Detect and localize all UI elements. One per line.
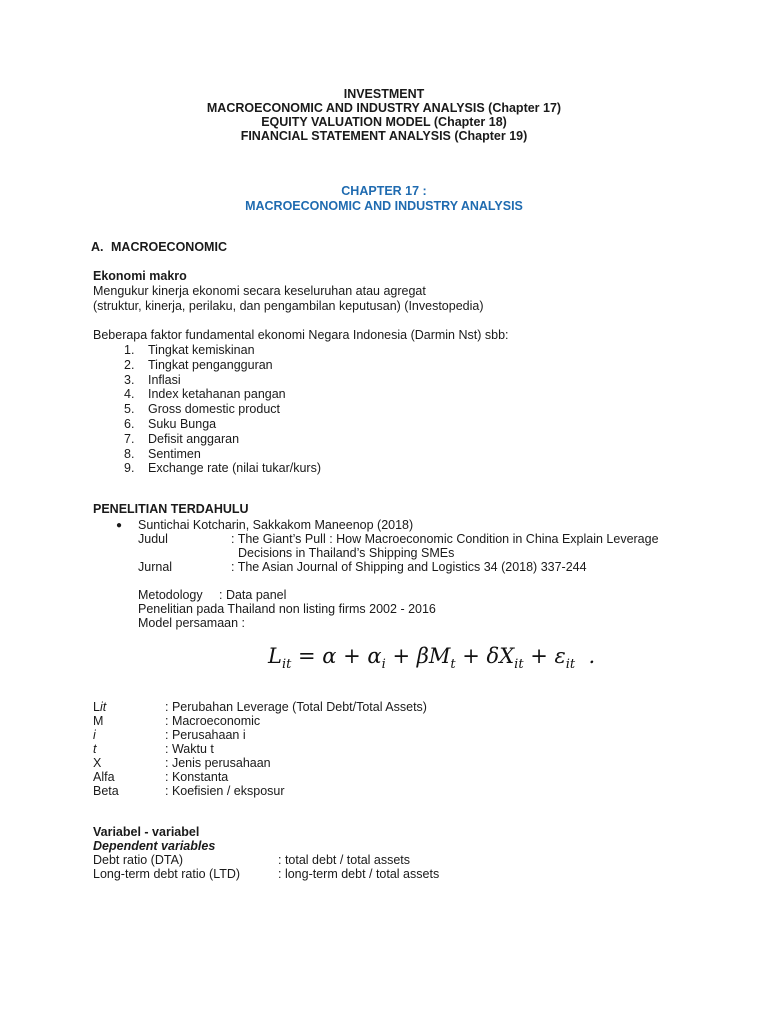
jurnal-value: : The Asian Journal of Shipping and Logistics 34 (2018) 337-244 — [231, 560, 587, 574]
bullet-icon: ● — [116, 520, 123, 531]
judul-value: : The Giant’s Pull : How Macroeconomic Condition in China Explain Leverage — [231, 532, 659, 546]
list-item-number: 9. — [124, 461, 135, 476]
faktor-intro: Beberapa faktor fundamental ekonomi Negara Indonesia (Darmin Nst) sbb: — [93, 328, 509, 342]
list-item-text: Tingkat pengangguran — [148, 357, 273, 372]
definition-row — [93, 784, 285, 798]
list-item-number: 6. — [124, 416, 135, 431]
definition-row — [93, 742, 214, 756]
definition-symbol-italic: t — [93, 742, 97, 756]
ekonomi-heading: Ekonomi makro — [93, 269, 187, 283]
variable-name: Long-term debt ratio (LTD) — [93, 867, 241, 881]
definition-row — [93, 728, 246, 742]
definition-symbol — [93, 770, 165, 784]
definition-meaning: : Jenis perusahaan — [165, 756, 271, 770]
doc-subtitle-2: EQUITY VALUATION MODEL (Chapter 18) — [261, 115, 507, 129]
list-item-text: Sentimen — [148, 446, 201, 461]
definition-symbol-text: Alfa — [93, 770, 115, 784]
definition-symbol-text: Beta — [93, 784, 119, 798]
judul-value-cont: Decisions in Thailand’s Shipping SMEs — [238, 546, 455, 560]
research-authors: Suntichai Kotcharin, Sakkakom Maneenop (2018) — [138, 518, 414, 532]
definition-symbol-italic: i — [93, 728, 96, 742]
list-item-text: Index ketahanan pangan — [148, 387, 286, 402]
definition-symbol-text: M — [93, 714, 104, 728]
list-item — [124, 461, 321, 476]
list-item-text: Suku Bunga — [148, 416, 217, 431]
list-item-text: Inflasi — [148, 372, 181, 387]
list-item-number: 5. — [124, 402, 135, 417]
list-item — [124, 417, 321, 432]
chapter-title: MACROECONOMIC AND INDUSTRY ANALYSIS — [245, 199, 523, 213]
list-item — [124, 432, 321, 447]
list-item-number: 2. — [124, 357, 135, 372]
list-item — [124, 343, 321, 358]
definition-symbol — [93, 728, 165, 742]
definition-meaning: : Perubahan Leverage (Total Debt/Total Assets) — [165, 700, 427, 714]
jurnal-label: Jurnal — [138, 560, 173, 574]
metodologi-label: Metodology — [138, 588, 203, 602]
ekonomi-line-2: (struktur, kinerja, perilaku, dan pengambilan keputusan) (Investopedia) — [93, 299, 484, 313]
list-item-number: 4. — [124, 387, 135, 402]
list-item-text: Gross domestic product — [148, 402, 280, 417]
definition-symbol — [93, 756, 165, 770]
list-item — [124, 358, 321, 373]
definition-symbol — [93, 784, 165, 798]
ekonomi-line-1: Mengukur kinerja ekonomi secara keseluruhan atau agregat — [93, 284, 426, 298]
list-item — [124, 373, 321, 388]
list-item — [124, 447, 321, 462]
list-item-text: Exchange rate (nilai tukar/kurs) — [148, 461, 321, 476]
list-item-text: Defisit anggaran — [148, 431, 240, 446]
list-item-text: Tingkat kemiskinan — [148, 343, 255, 357]
doc-subtitle-1: MACROECONOMIC AND INDUSTRY ANALYSIS (Chapter 17) — [206, 101, 562, 115]
definition-symbol — [93, 700, 165, 714]
definition-meaning: : Konstanta — [165, 770, 229, 784]
definition-meaning: : Waktu t — [165, 742, 214, 756]
definition-meaning: : Perusahaan i — [165, 728, 246, 742]
list-item-number: 3. — [124, 372, 135, 387]
list-item — [124, 402, 321, 417]
definition-row — [93, 770, 228, 784]
regression-equation: $L_{it} = \alpha + \alpha_i + \beta M_t + \delta X_{it} + \varepsilon_{it}$ . — [268, 644, 596, 673]
definition-symbol-text: L — [93, 700, 100, 714]
list-item-number: 1. — [124, 343, 135, 357]
definition-row — [93, 756, 271, 770]
variable-formula: : total debt / total assets — [278, 853, 411, 867]
list-item-number: 8. — [124, 446, 135, 461]
variabel-heading: Variabel - variabel — [93, 825, 200, 839]
doc-subtitle-3: FINANCIAL STATEMENT ANALYSIS (Chapter 19) — [240, 129, 528, 143]
model-label: Model persamaan : — [138, 616, 246, 630]
definition-meaning: : Macroeconomic — [165, 714, 261, 728]
section-a-title: MACROECONOMIC — [111, 240, 227, 254]
metodologi-value: : Data panel — [219, 588, 287, 602]
definition-row — [93, 700, 427, 714]
definition-symbol-italic: it — [99, 700, 107, 714]
faktor-list — [124, 343, 321, 476]
doc-title: INVESTMENT — [343, 87, 425, 101]
definition-symbol-text: X — [93, 756, 102, 770]
dependent-variables-heading: Dependent variables — [93, 839, 216, 853]
variable-formula: : long-term debt / total assets — [278, 867, 440, 881]
list-item-number: 7. — [124, 431, 135, 446]
section-a-label: A. — [91, 240, 104, 254]
definition-symbol — [93, 714, 165, 728]
penelitian-heading: PENELITIAN TERDAHULU — [93, 502, 249, 516]
definition-symbol — [93, 742, 165, 756]
definition-row — [93, 714, 260, 728]
chapter-number: CHAPTER 17 : — [341, 184, 427, 198]
list-item — [124, 387, 321, 402]
penelitian-scope: Penelitian pada Thailand non listing firms 2002 - 2016 — [138, 602, 436, 616]
judul-label: Judul — [138, 532, 168, 546]
definition-meaning: : Koefisien / eksposur — [165, 784, 285, 798]
variable-name: Debt ratio (DTA) — [93, 853, 184, 867]
